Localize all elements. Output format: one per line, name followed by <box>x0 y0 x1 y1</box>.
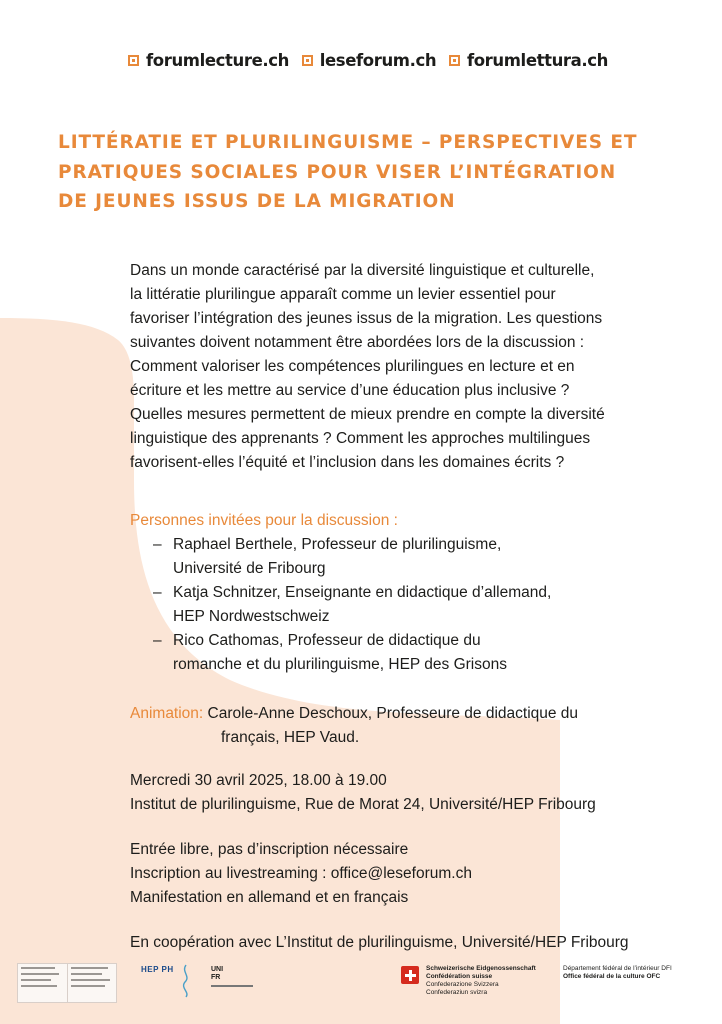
intro-line: Comment valoriser les compétences plurilingues en lecture et en <box>130 358 575 375</box>
unifr-line: FR <box>211 974 221 981</box>
cooperation-note: En coopération avec L’Institut de plurilinguisme, Université/HEP Fribourg <box>130 934 629 951</box>
unifr-line: UNI <box>211 966 224 973</box>
entry-line: Entrée libre, pas d’inscription nécessaire <box>130 841 409 858</box>
guest-line: Rico Cathomas, Professeur de didactique du <box>173 632 481 649</box>
brand-header <box>128 48 608 72</box>
dash-bullet: – <box>153 632 162 649</box>
book-square-icon <box>302 55 313 66</box>
swiss-cross-icon <box>401 966 419 984</box>
guest-item <box>153 581 700 629</box>
department-line: Département fédéral de l’intérieur DFI <box>563 965 672 972</box>
event-place: Institut de plurilinguisme, Rue de Morat 24, Université/HEP Fribourg <box>130 796 596 813</box>
guest-list <box>130 533 700 677</box>
guest-line: romanche et du plurilinguisme, HEP des Grisons <box>173 656 507 673</box>
book-square-icon <box>128 55 139 66</box>
brand-label: leseforum.ch <box>319 50 437 70</box>
hep-logo: HEP PH <box>141 965 174 974</box>
title-line: LITTÉRATIE ET PLURILINGUISME – PERSPECTIVES ET <box>58 132 638 153</box>
institute-logo <box>17 963 117 1003</box>
guest-line: Katja Schnitzer, Enseignante en didactique d’allemand, <box>173 584 552 601</box>
guest-item <box>153 533 700 581</box>
intro-line: écriture et les mettre au service d’une éducation plus inclusive ? <box>130 382 570 399</box>
guest-item <box>153 629 700 677</box>
guest-line: Raphael Berthele, Professeur de plurilinguisme, <box>173 536 502 553</box>
intro-line: Quelles mesures permettent de mieux prendre en compte la diversité <box>130 406 605 423</box>
event-date: Mercredi 30 avril 2025, 18.00 à 19.00 <box>130 772 387 789</box>
intro-line: favoriser l’intégration des jeunes issus de la migration. Les questions <box>130 310 603 327</box>
animation-label: Animation: <box>130 705 204 722</box>
dash-bullet: – <box>153 584 162 601</box>
intro-line: linguistique des apprenants ? Comment les approches multilingues <box>130 430 591 447</box>
animation-line <box>130 702 700 726</box>
brand-label: forumlecture.ch <box>146 50 289 70</box>
intro-line: la littératie plurilingue apparaît comme un levier essentiel pour <box>130 286 556 303</box>
confederation-line: Confederazione Svizzera <box>426 981 499 988</box>
livestream-link[interactable]: Inscription au livestreaming : office@leseforum.ch <box>130 865 472 882</box>
confederation-line: Confederaziun svizra <box>426 989 488 996</box>
title-line: PRATIQUES SOCIALES POUR VISER L’INTÉGRATION <box>58 161 617 183</box>
unifr-logo <box>211 966 261 987</box>
confederation-line: Schweizerische Eidgenossenschaft <box>426 965 536 972</box>
event-details <box>130 769 700 817</box>
title-line: DE JEUNES ISSUS DE LA MIGRATION <box>58 191 456 212</box>
brand-forumlettura[interactable] <box>449 51 608 70</box>
book-square-icon <box>449 55 460 66</box>
wave-icon <box>179 964 193 998</box>
footer-logos <box>0 960 722 1010</box>
animation-text: Carole-Anne Deschoux, Professeure de didactique du <box>207 705 579 722</box>
intro-line: suivantes doivent notamment être abordées lors de la discussion : <box>130 334 585 351</box>
brand-leseforum[interactable] <box>302 51 436 70</box>
brand-label: forumlettura.ch <box>466 50 608 70</box>
dash-bullet: – <box>153 536 162 553</box>
guests-heading: Personnes invitées pour la discussion : <box>130 512 398 529</box>
intro-line: Dans un monde caractérisé par la diversité linguistique et culturelle, <box>130 262 595 279</box>
entry-info <box>130 838 700 910</box>
brand-forumlecture[interactable] <box>128 51 289 70</box>
entry-line: Manifestation en allemand et en français <box>130 889 409 906</box>
main-content <box>130 259 700 955</box>
intro-paragraph <box>130 259 700 475</box>
animation-line: français, HEP Vaud. <box>221 729 360 746</box>
page-title <box>58 128 678 217</box>
animation-paragraph <box>130 702 700 750</box>
intro-line: favorisent-elles l’équité et l’inclusion dans les domaines écrits ? <box>130 454 565 471</box>
confederation-text <box>426 965 536 997</box>
guest-line: Université de Fribourg <box>173 560 326 577</box>
guest-line: HEP Nordwestschweiz <box>173 608 330 625</box>
confederation-line: Confédération suisse <box>426 973 493 980</box>
department-text <box>563 965 672 981</box>
department-line: Office fédéral de la culture OFC <box>563 973 661 980</box>
